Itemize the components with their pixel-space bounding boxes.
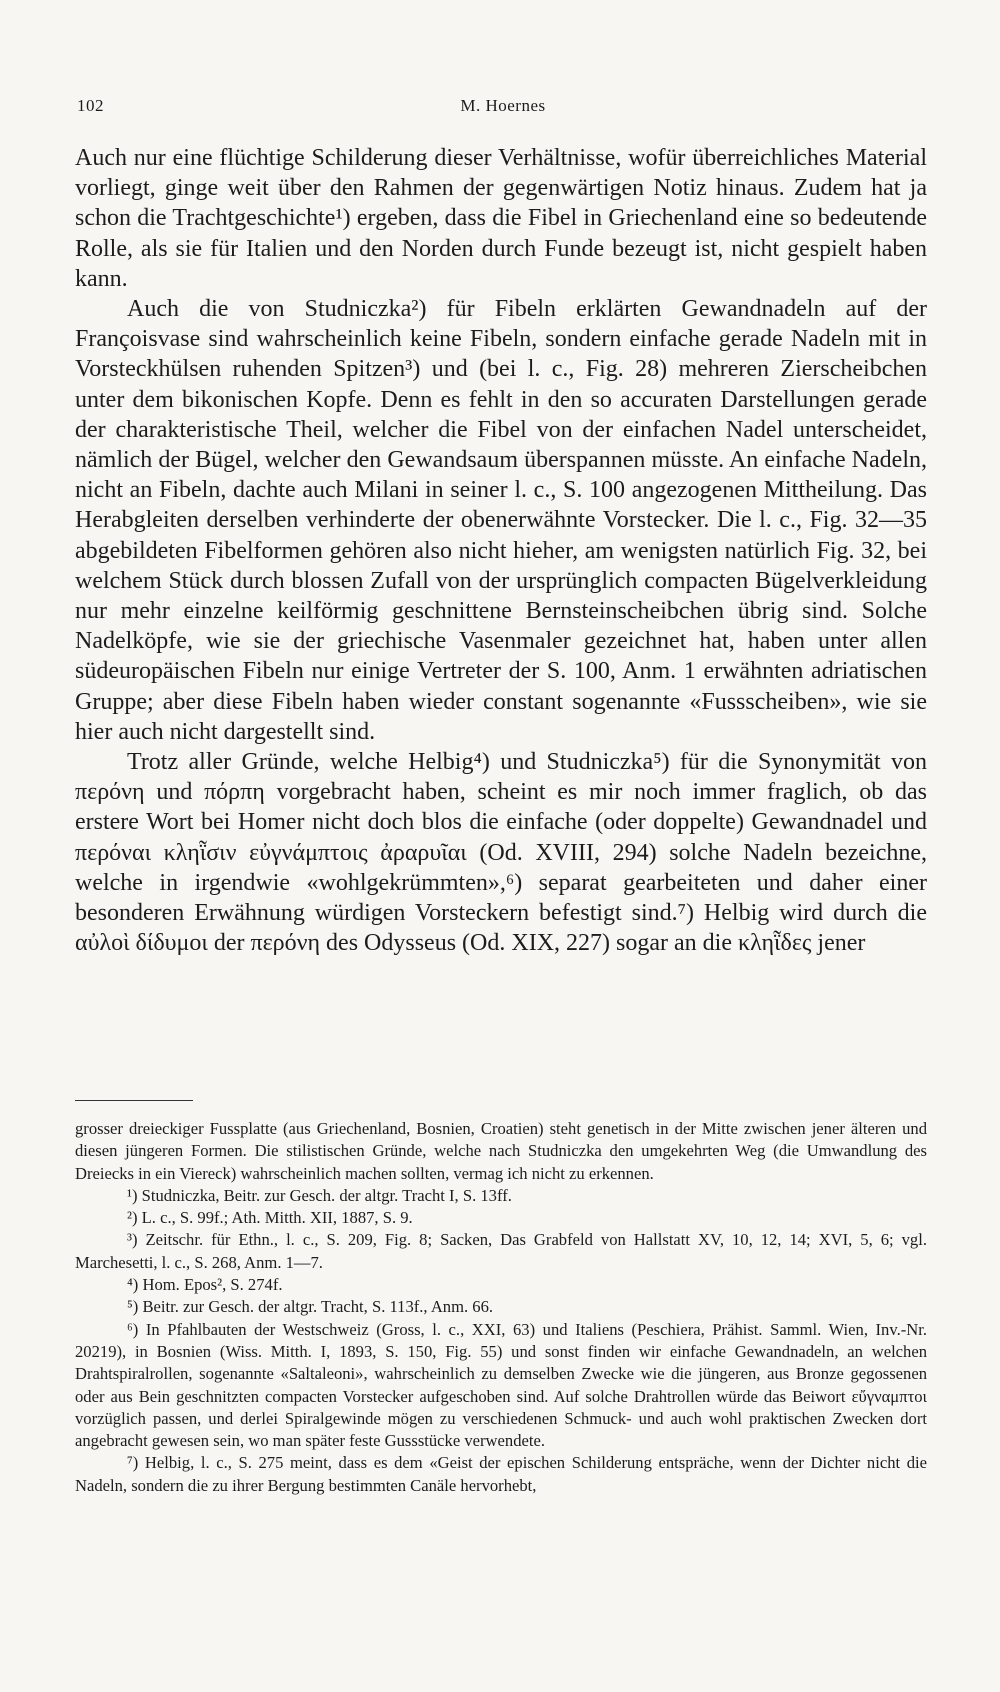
footnote-continuation: grosser dreieckiger Fussplatte (aus Griechenland, Bosnien, Croatien) steht genetisch in der Mitte zwischen jener älteren und diesen jüngeren Formen. Die stilistischen Gründe, welche nach Studniczka den umgekehrten Weg (die Umwandlung des Dreiecks in ein Viereck) wahrscheinlich machen sollten, vermag ich nicht zu erkennen. (75, 1119, 927, 1183)
footnote-2: ²) L. c., S. 99f.; Ath. Mitth. XII, 1887, S. 9. (127, 1208, 413, 1228)
footnote-5: ⁵) Beitr. zur Gesch. der altgr. Tracht, S. 113f., Anm. 66. (127, 1297, 494, 1317)
body-paragraph-3: Trotz aller Gründe, welche Helbig⁴) und Studniczka⁵) für die Synonymität von περόνη und πόρπη vorgebracht haben, scheint es mir noch immer fraglich, ob das erstere Wort bei Homer nicht doch blos die einfache (oder doppelte) Gewandnadel und περόναι κληῗσιν εὐγνάμπτοις ἀραρυῖαι (Od. XVIII, 294) solche Nadeln bezeichne, welche in irgendwie «wohlgekrümmten»,⁶) separat gearbeiteten und daher einer besonderen Erwähnung würdigen Vorsteckern befestigt sind.⁷) Helbig wird durch die αὐλοὶ δίδυμοι der περόνη des Odysseus (Od. XIX, 227) sogar an die κληῗδες jener (75, 749, 927, 957)
footnote-3: ³) Zeitschr. für Ethn., l. c., S. 209, Fig. 8; Sacken, Das Grabfeld von Hallstatt XV, 10, 12, 14; XVI, 5, 6; vgl. Marchesetti, l. c., S. 268, Anm. 1—7. (75, 1230, 927, 1272)
footnote-1: ¹) Studniczka, Beitr. zur Gesch. der altgr. Tracht I, S. 13ff. (127, 1185, 512, 1205)
body-paragraph-2: Auch die von Studniczka²) für Fibeln erklärten Gewandnadeln auf der Françoisvase sind wahrscheinlich keine Fibeln, sondern einfache gerade Nadeln mit in Vorsteckhülsen ruhenden Spitzen³) und (bei l. c., Fig. 28) mehreren Zierscheibchen unter dem bikonischen Kopfe. Denn es fehlt in den so accuraten Darstellungen gerade der charakteristische Theil, welcher die Fibel von der einfachen Nadel unterscheidet, nämlich der Bügel, welcher den Gewandsaum überspannen müsste. An einfache Nadeln, nicht an Fibeln, dachte auch Milani in seiner l. c., S. 100 angezogenen Mittheilung. Das Herabgleiten derselben verhinderte der obenerwähnte Vorstecker. Die l. c., Fig. 32—35 abgebildeten Fibelformen gehören also nicht hieher, am wenigsten natürlich Fig. 32, bei welchem Stück durch blossen Zufall von der ursprünglich compacten Bügelverkleidung nur mehr einzelne keilförmig geschnittene Bernsteinscheibchen übrig sind. Solche Nadelköpfe, wie sie der griechische Vasenmaler gezeichnet hat, haben unter allen südeuropäischen Fibeln nur einige Vertreter der S. 100, Anm. 1 erwähnten adriatischen Gruppe; aber diese Fibeln haben wieder constant sogenannte «Fussscheiben», wie sie hier auch nicht dargestellt sind. (75, 296, 927, 745)
footnote-7: ⁷) Helbig, l. c., S. 275 meint, dass es dem «Geist der epischen Schilderung entspräche, wenn der Dichter nicht die Nadeln, sondern die zu ihrer Bergung bestimmten Canäle hervorhebt, (75, 1453, 927, 1495)
footnote-separator-rule (75, 1100, 193, 1101)
running-head-author: M. Hoernes (460, 96, 546, 115)
footnotes (75, 1118, 927, 1497)
footnote-4: ⁴) Hom. Epos², S. 274f. (127, 1275, 283, 1295)
page-number: 102 (77, 96, 104, 115)
footnote-6: ⁶) In Pfahlbauten der Westschweiz (Gross, l. c., XXI, 63) und Italiens (Peschiera, Prähist. Samml. Wien, Inv.-Nr. 20219), in Bosnien (Wiss. Mitth. I, 1893, S. 150, Fig. 55) und sonst finden wir einfache Gewandnadeln, an welchen Drahtspiralrollen, sogenannte «Saltaleoni», wahrscheinlich zu demselben Zwecke wie die jüngeren, aus Bronze gegossenen oder aus Bein geschnitzten compacten Vorstecker aufgeschoben sind. Auf solche Drahtrollen würde das Beiwort εὔγναμπτοι vorzüglich passen, und derlei Spiralgewinde mögen zu verschiedenen Schmuck- und auch wohl praktischen Zwecken dort angebracht gewesen sein, wo man später feste Gussstücke verwendete. (75, 1319, 927, 1451)
body-text (75, 143, 927, 958)
body-paragraph-1: Auch nur eine flüchtige Schilderung dieser Verhältnisse, wofür überreichliches Material vorliegt, ginge weit über den Rahmen der gegenwärtigen Notiz hinaus. Zudem hat ja schon die Trachtgeschichte¹) ergeben, dass die Fibel in Griechenland eine so bedeutende Rolle, als sie für Italien und den Norden durch Funde bezeugt ist, nicht gespielt haben kann. (75, 145, 927, 292)
